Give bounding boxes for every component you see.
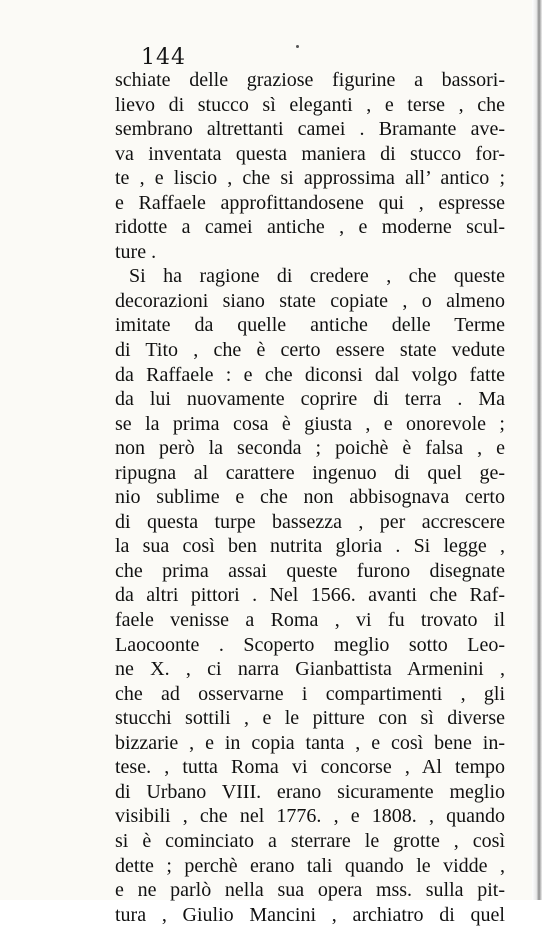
- text-line: di questa turpe bassezza , per accrescere: [115, 510, 505, 533]
- text-line: se la prima cosa è giusta , e onorevole ;: [115, 412, 505, 435]
- text-line: di Urbano VIII. erano sicuramente meglio: [115, 780, 505, 803]
- body-text: [115, 68, 505, 927]
- text-line: dette ; perchè erano tali quando le vidde ,: [115, 854, 505, 877]
- text-line: visibili , che nel 1776. , e 1808. , quando: [115, 805, 505, 828]
- text-line: schiate delle graziose figurine a bassori-: [115, 69, 505, 91]
- text-line: decorazioni siano state copiate , o almeno: [115, 289, 505, 312]
- ink-speck: [296, 45, 299, 48]
- text-line: sembrano altrettanti camei . Bramante ave-: [115, 118, 505, 141]
- text-line: ne X. , ci narra Gianbattista Armenini ,: [115, 658, 505, 681]
- text-line: ture .: [115, 240, 157, 263]
- text-line: che ad osservarne i compartimenti , gli: [115, 682, 505, 705]
- text-line: ripugna al carattere ingenuo di quel ge-: [115, 461, 505, 484]
- text-line: non però la seconda ; poichè è falsa , e: [115, 437, 505, 460]
- text-line: da Raffaele : e che diconsi dal volgo fatte: [115, 363, 505, 386]
- text-line: tese. , tutta Roma vi concorse , Al tempo: [115, 756, 505, 779]
- text-line: imitate da quelle antiche delle Terme: [115, 314, 505, 337]
- text-line: tura , Giulio Mancini , archiatro di quel: [115, 903, 505, 926]
- text-line: e ne parlò nella sua opera mss. sulla pit-: [115, 879, 505, 902]
- text-line: la sua così ben nutrita gloria . Si legge ,: [115, 535, 505, 558]
- text-line: Si ha ragione di credere , che queste: [129, 265, 505, 288]
- page-edge-shadow: [532, 0, 542, 900]
- page-number: 144: [141, 45, 186, 70]
- text-line: e Raffaele approfittandosene qui , espresse: [115, 191, 505, 214]
- text-line: da lui nuovamente coprire di terra . Ma: [115, 388, 505, 411]
- text-line: Laocoonte . Scoperto meglio sotto Leo-: [115, 633, 505, 656]
- text-line: bizzarie , e in copia tanta , e così bene in-: [115, 731, 505, 754]
- text-line: nio sublime e che non abbisognava certo: [115, 486, 505, 509]
- text-line: va inventata questa maniera di stucco for-: [115, 142, 505, 165]
- text-line: lievo di stucco sì eleganti , e terse , che: [115, 93, 505, 116]
- text-line: da altri pittori . Nel 1566. avanti che Raf-: [115, 584, 505, 607]
- text-line: stucchi sottili , e le pitture con sì diverse: [115, 707, 505, 730]
- text-line: te , e liscio , che si approssima all’ antico ;: [115, 167, 505, 190]
- text-line: si è cominciato a sterrare le grotte , così: [115, 829, 505, 852]
- text-line: ridotte a camei antiche , e moderne scul-: [115, 216, 505, 239]
- text-line: che prima assai queste furono disegnate: [115, 559, 505, 582]
- text-line: faele venisse a Roma , vi fu trovato il: [115, 609, 505, 632]
- text-line: di Tito , che è certo essere state vedute: [115, 339, 505, 362]
